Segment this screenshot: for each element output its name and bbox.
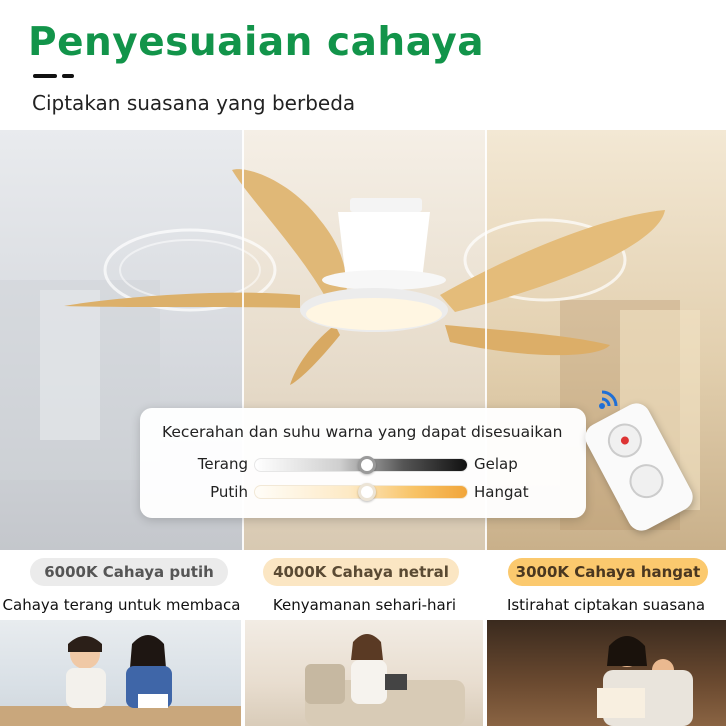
photo-mother-child-reading [487, 620, 726, 726]
mode-neutral [243, 550, 486, 620]
mode-warm-pill: 3000K Cahaya hangat [508, 558, 708, 586]
brightness-right-label: Gelap [474, 455, 518, 473]
wireless-signal-icon [594, 386, 622, 414]
wall-window-left [40, 290, 100, 440]
control-card-title: Kecerahan dan suhu warna yang dapat disesuaikan [162, 423, 563, 441]
mother-child-illustration [487, 620, 726, 726]
mode-neutral-pill: 4000K Cahaya netral [263, 558, 459, 586]
page-subtitle: Ciptakan suasana yang berbeda [32, 91, 356, 115]
fan-blade-right [440, 210, 665, 312]
mode-neutral-desc: Kenyamanan sehari-hari [272, 596, 457, 614]
remote-power-button [602, 418, 648, 464]
page-title: Penyesuaian cahaya [28, 20, 485, 65]
mode-white [0, 550, 243, 620]
mode-white-pill: 6000K Cahaya putih [30, 558, 228, 586]
fan-mount-plate [350, 198, 422, 212]
fan-motor-housing [338, 212, 430, 280]
light-control-card [140, 408, 586, 518]
mode-warm [486, 550, 726, 620]
light-modes [0, 550, 726, 620]
usage-photos [0, 620, 726, 726]
mode-warm-desc: Istirahat ciptakan suasana [506, 596, 706, 614]
title-dash-short [62, 74, 74, 78]
motion-arc-left-inner [120, 240, 260, 300]
woman-sofa-illustration [245, 620, 483, 726]
temperature-left-label: Putih [210, 483, 248, 501]
mode-white-desc: Cahaya terang untuk membaca [2, 596, 241, 614]
title-dash-long [33, 74, 57, 78]
fan-blade-bottom-left [290, 325, 340, 385]
remote-speed-button [624, 458, 670, 504]
brightness-left-label: Terang [197, 455, 248, 473]
photo-reading-kids [0, 620, 241, 726]
fan-light-panel [306, 298, 442, 330]
fan-housing-base [322, 270, 446, 290]
temperature-right-label: Hangat [474, 483, 529, 501]
kids-reading-illustration [0, 620, 241, 726]
photo-relaxing-sofa [245, 620, 483, 726]
